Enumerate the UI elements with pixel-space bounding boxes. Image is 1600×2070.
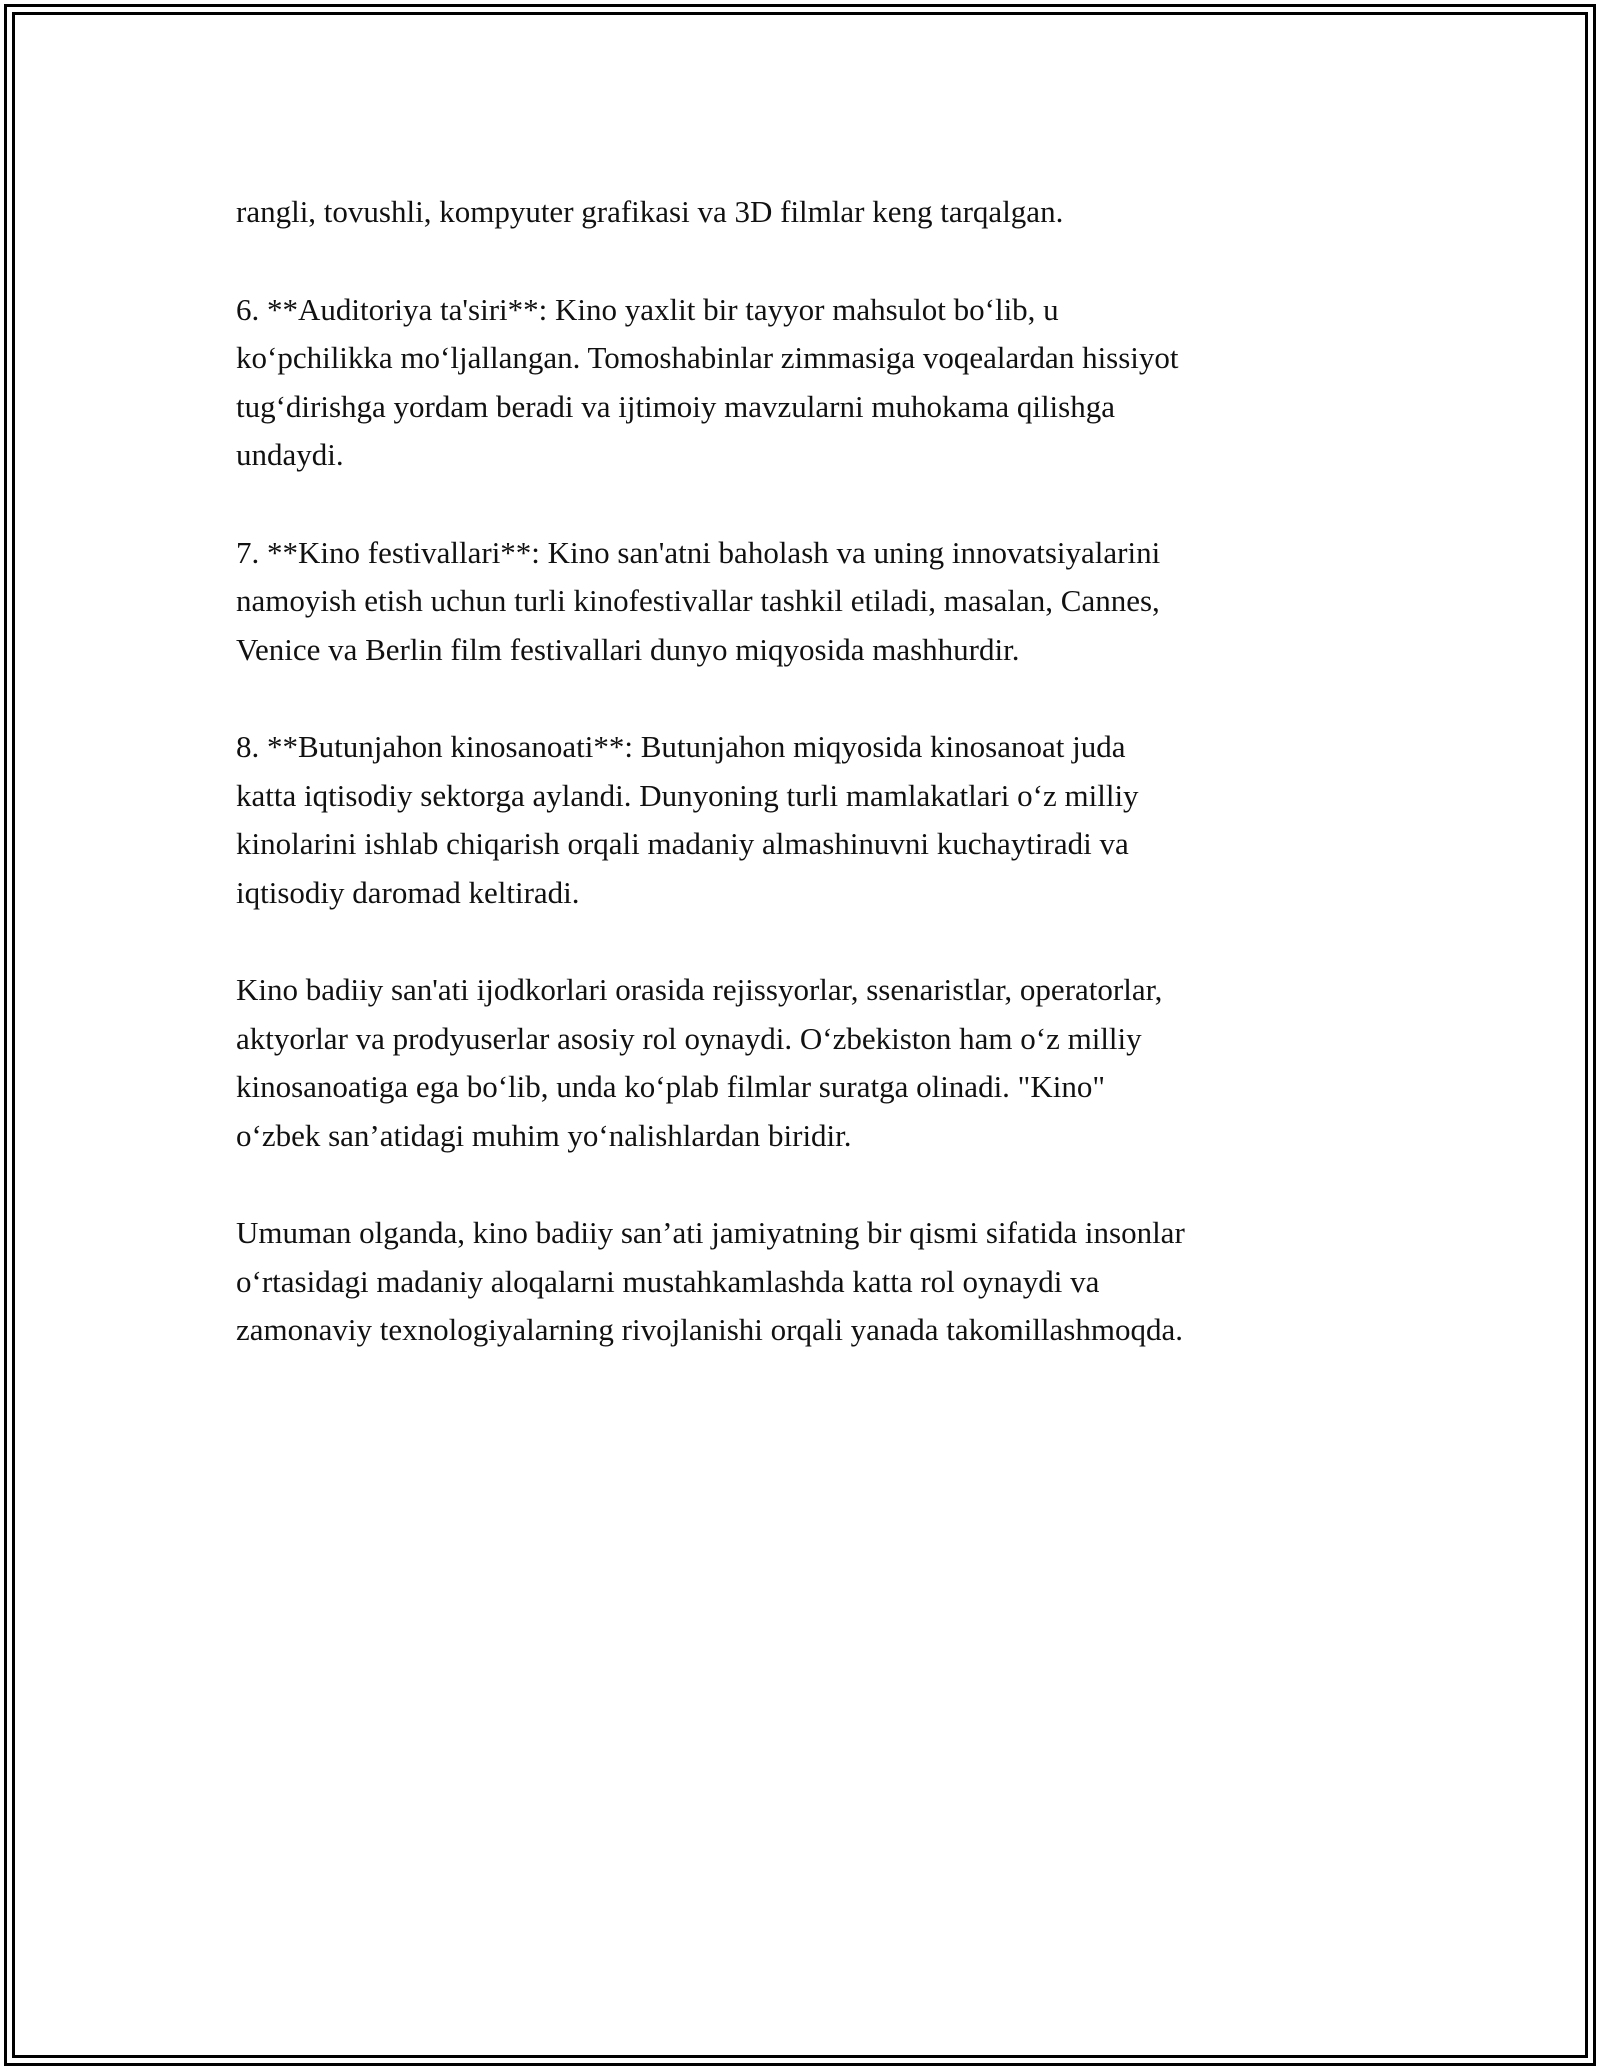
paragraph-creators: Kino badiiy san'ati ijodkorlari orasida rejissyorlar, ssenaristlar, operatorlar, aktyorlar va prodyuserlar asosiy rol oynaydi. O‘zbekiston ham o‘z milliy kinosanoatiga ega bo‘lib, unda ko‘plab filmlar suratga olinadi. "Kino" o‘zbek san’atidagi muhim yo‘nalishlardan biridir. bbox=[236, 972, 1163, 1153]
document-body bbox=[236, 188, 1376, 1404]
paragraph-item-7: 7. **Kino festivallari**: Kino san'atni baholash va uning innovatsiyalarini namoyish etish uchun turli kinofestivallar tashkil etiladi, masalan, Cannes, Venice va Berlin film festivallari dunyo miqyosida mashhurdir. bbox=[236, 534, 1161, 667]
paragraph-conclusion: Umuman olganda, kino badiiy san’ati jamiyatning bir qismi sifatida insonlar o‘rtasidagi madaniy aloqalarni mustahkamlashda katta rol oynaydi va zamonaviy texnologiyalarning rivojlanishi orqali yanada takomillashmoqda. bbox=[236, 1215, 1185, 1347]
paragraph-continuation: rangli, tovushli, kompyuter grafikasi va 3D filmlar keng tarqalgan. bbox=[236, 194, 1064, 229]
paragraph-item-8: 8. **Butunjahon kinosanoati**: Butunjahon miqyosida kinosanoat juda katta iqtisodiy sektorga aylandi. Dunyoning turli mamlakatlari o‘z milliy kinolarini ishlab chiqarish orqali madaniy almashinuvni kuchaytiradi va iqtisodiy daromad keltiradi. bbox=[236, 729, 1139, 910]
paragraph-item-6: 6. **Auditoriya ta'siri**: Kino yaxlit bir tayyor mahsulot bo‘lib, u ko‘pchilikka mo‘ljallangan. Tomoshabinlar zimmasiga voqealardan hissiyot tug‘dirishga yordam beradi va ijtimoiy mavzularni muhokama qilishga undaydi. bbox=[236, 291, 1179, 472]
